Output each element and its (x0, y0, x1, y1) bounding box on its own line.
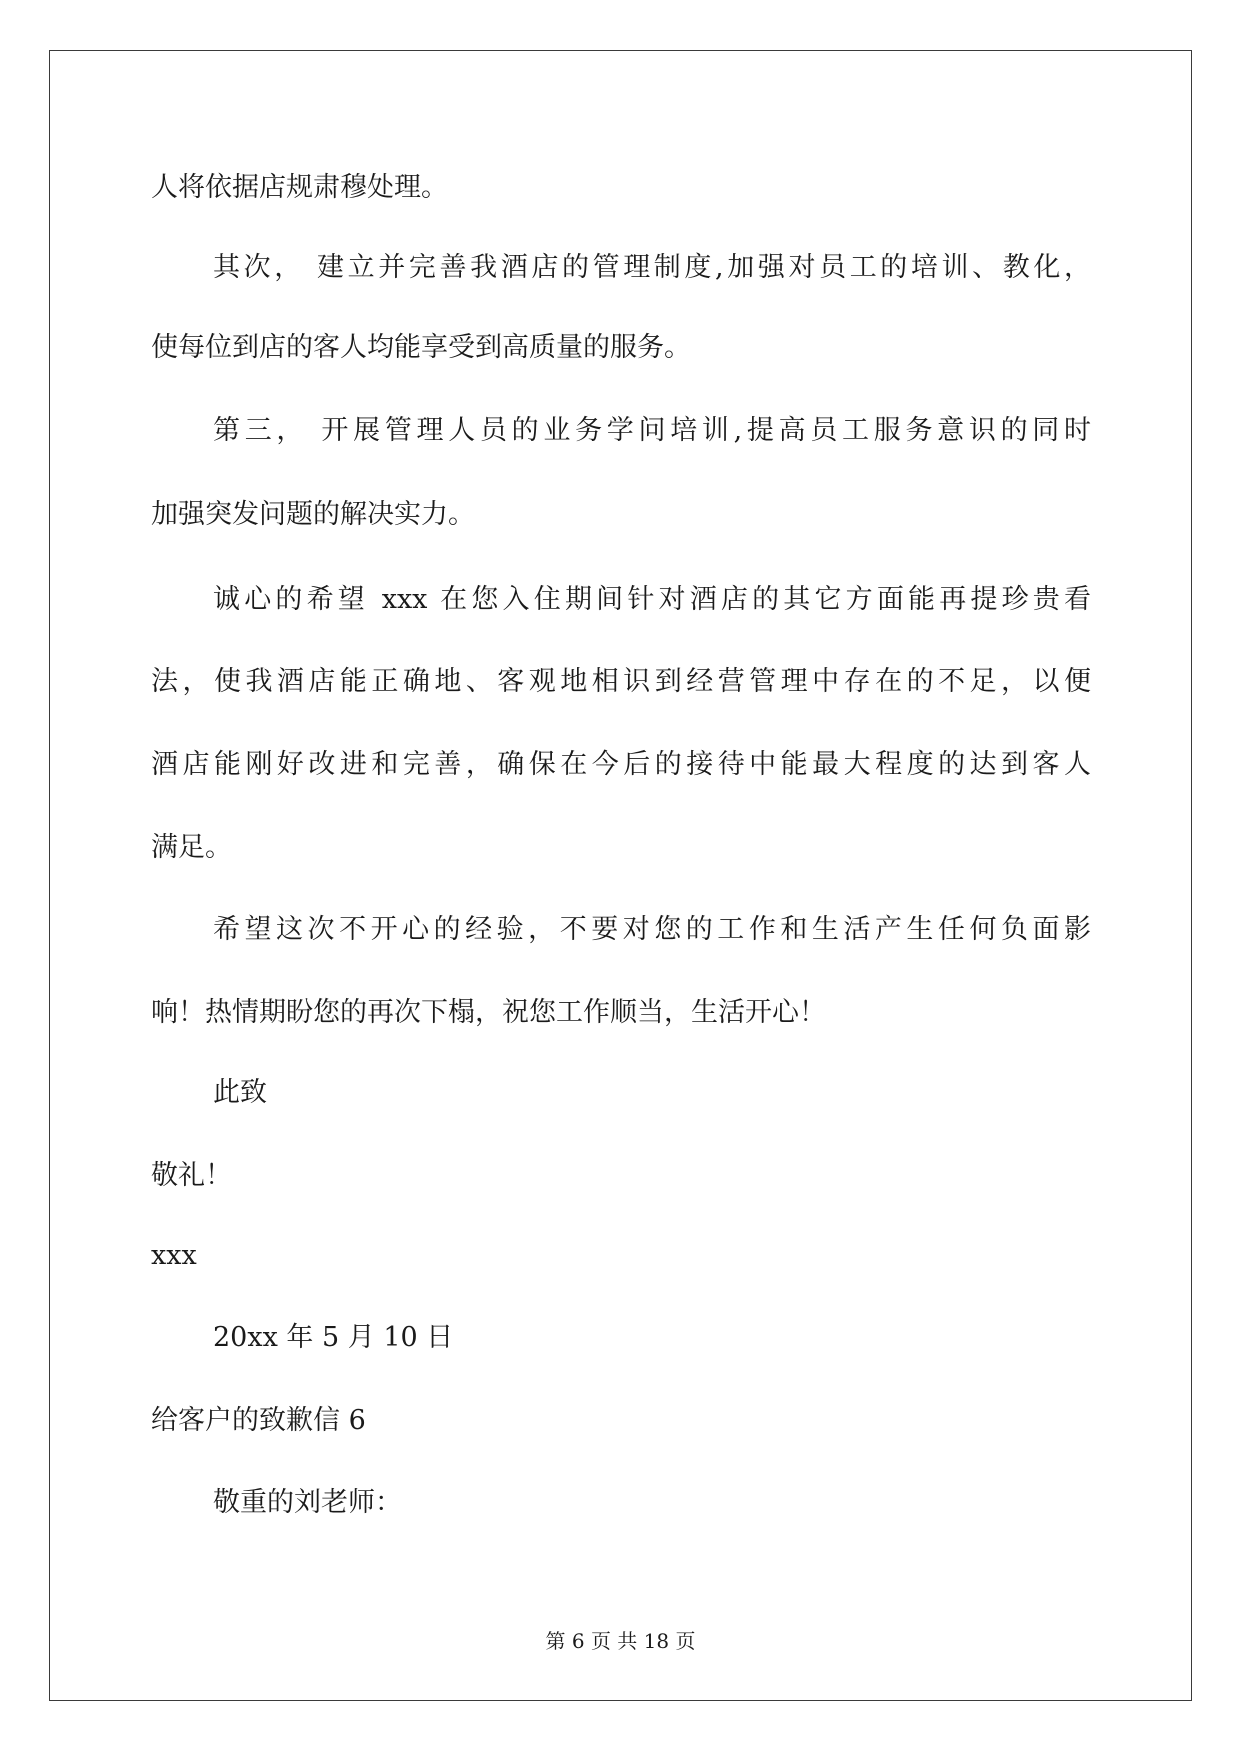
greeting: 敬重的刘老师： (213, 1487, 402, 1518)
page-frame (49, 50, 1192, 1701)
body-line: 法，使我酒店能正确地、客观地相识到经营管理中存在的不足，以便 (151, 666, 1091, 697)
letter-date: 20xx 年 5 月 10 日 (213, 1322, 454, 1353)
body-line: 其次， 建立并完善我酒店的管理制度,加强对员工的培训、教化， (213, 252, 1091, 283)
signature: xxx (151, 1240, 197, 1271)
closing-salutation: 此致 (213, 1077, 267, 1108)
body-line: 加强突发问题的解决实力。 (151, 499, 475, 530)
section-heading: 给客户的致歉信 6 (151, 1405, 366, 1436)
body-line: 人将依据店规肃穆处理。 (151, 172, 448, 203)
page-number: 第 6 页 共 18 页 (545, 1629, 696, 1653)
body-line: 希望这次不开心的经验，不要对您的工作和生活产生任何负面影 (213, 914, 1091, 945)
body-line: 使每位到店的客人均能享受到高质量的服务。 (151, 332, 691, 363)
body-line: 第三， 开展管理人员的业务学问培训,提高员工服务意识的同时 (213, 415, 1091, 446)
closing-regards: 敬礼！ (151, 1160, 232, 1191)
body-line: 诚心的希望 xxx 在您入住期间针对酒店的其它方面能再提珍贵看 (213, 584, 1091, 615)
body-line: 酒店能刚好改进和完善，确保在今后的接待中能最大程度的达到客人 (151, 749, 1091, 780)
body-line: 响！热情期盼您的再次下榻，祝您工作顺当，生活开心！ (151, 997, 826, 1028)
body-line: 满足。 (151, 832, 232, 863)
